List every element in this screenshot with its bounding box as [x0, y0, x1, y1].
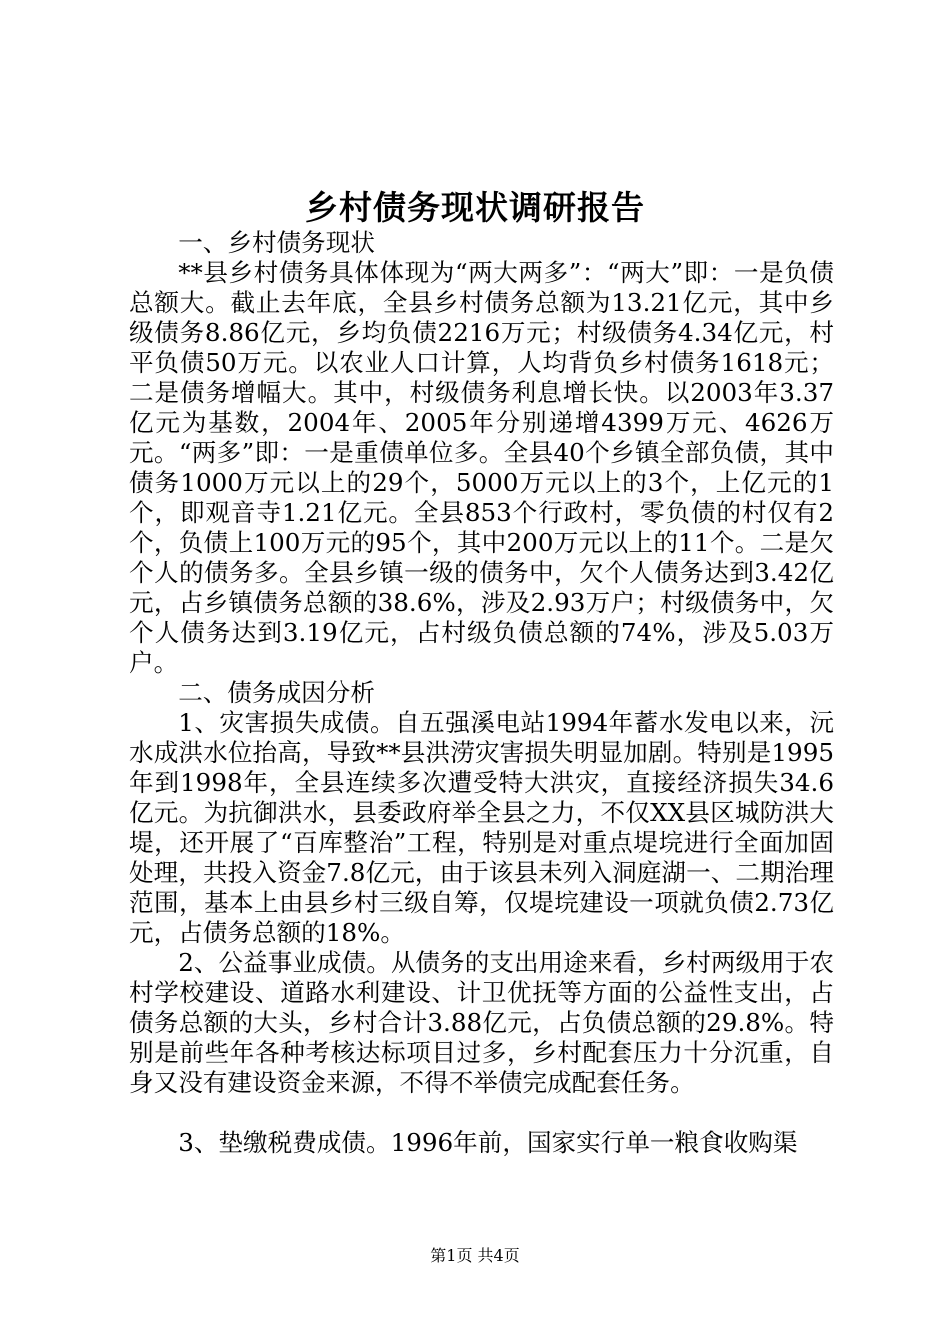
paragraph-tax-debt: 3、垫缴税费成债。1996年前，国家实行单一粮食收购渠: [178, 1128, 798, 1157]
paragraph-disaster-debt: 1、灾害损失成债。自五强溪电站1994年蓄水发电以来，沅水成洪水位抬高，导致**县洪涝灾害损失明显加剧。特别是1995年到1998年，全县连续多次遭受特大洪灾，直接经济损失34.6亿元。为抗御洪水，县委政府举全县之力，不仅XX县区城防洪大堤，还开展了“百库整治”工程，特别是对重点堤垸进行全面加固处理，共投入资金7.8亿元，由于该县未列入洞庭湖一、二期治理范围，基本上由县乡村三级自筹，仅堤垸建设一项就负债2.73亿元，占债务总额的18%。: [129, 708, 834, 947]
document-body: [129, 228, 834, 1158]
page-number: 第1页 共4页: [430, 1246, 520, 1265]
document-title: 乡村债务现状调研报告: [305, 188, 645, 227]
paragraph-public-welfare-debt: 2、公益事业成债。从债务的支出用途来看，乡村两级用于农村学校建设、道路水利建设、计卫优抚等方面的公益性支出，占债务总额的大头，乡村合计3.88亿元，占负债总额的29.8%。特别是前些年各种考核达标项目过多，乡村配套压力十分沉重，自身又没有建设资金来源，不得不举债完成配套任务。: [129, 948, 834, 1097]
paragraph-debt-status: **县乡村债务具体体现为“两大两多”：“两大”即：一是负债总额大。截止去年底，全县乡村债务总额为13.21亿元，其中乡级债务8.86亿元，乡均负债2216万元；村级债务4.34亿元，村平负债50万元。以农业人口计算，人均背负乡村债务1618元；二是债务增幅大。其中，村级债务利息增长快。以2003年3.37亿元为基数，2004年、2005年分别递增4399万元、4626万元。“两多”即：一是重债单位多。全县40个乡镇全部负债，其中债务1000万元以上的29个，5000万元以上的3个，上亿元的1个，即观音寺1.21亿元。全县853个行政村，零负债的村仅有2个，负债上100万元的95个，其中200万元以上的11个。二是欠个人的债务多。全县乡镇一级的债务中，欠个人债务达到3.42亿元，占乡镇债务总额的38.6%，涉及2.93万户；村级债务中，欠个人债务达到3.19亿元，占村级负债总额的74%，涉及5.03万户。: [129, 258, 834, 677]
section-heading-causes: 二、债务成因分析: [178, 678, 375, 707]
section-heading-status: 一、乡村债务现状: [178, 228, 375, 257]
